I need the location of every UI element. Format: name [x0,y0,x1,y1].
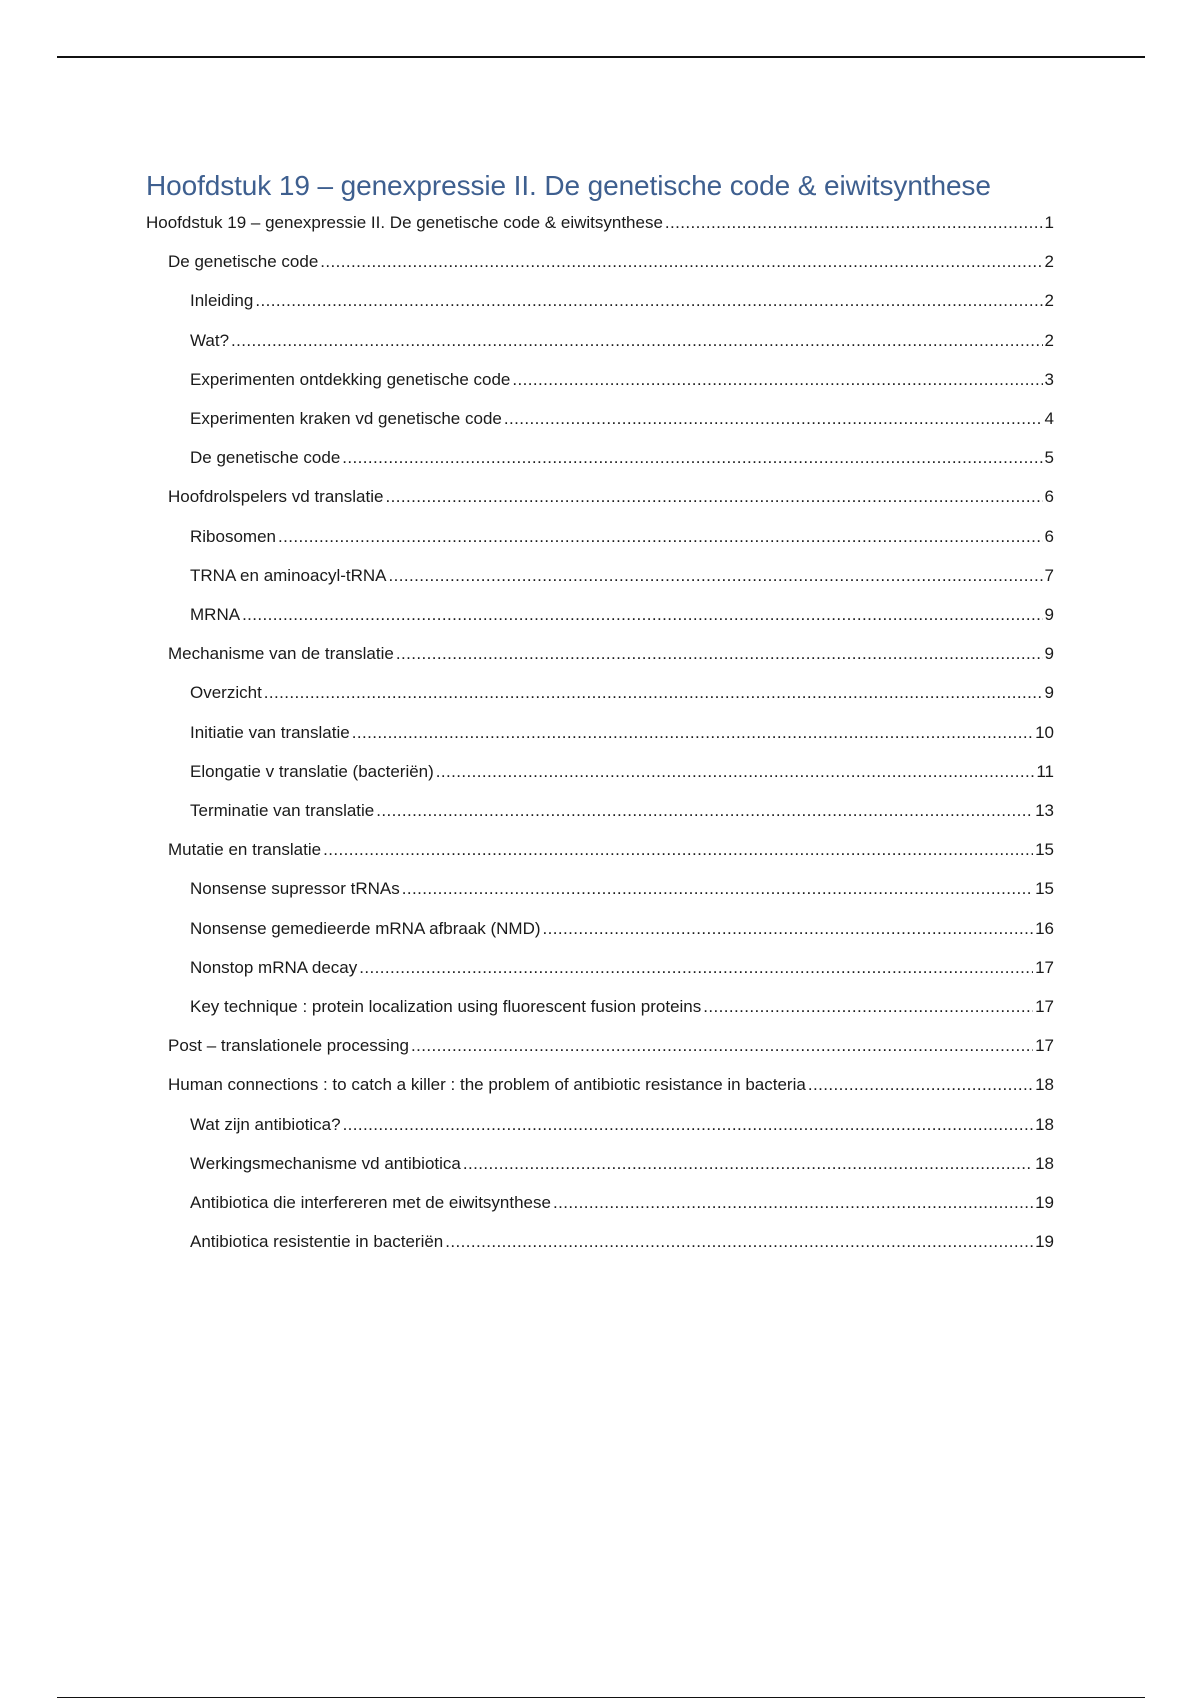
toc-dot-leader [665,210,1043,236]
toc-dot-leader [543,916,1034,942]
toc-entry-label: Inleiding [190,291,254,311]
toc-entry[interactable] [190,1190,1054,1216]
toc-dot-leader [352,720,1033,746]
toc-page-number: 17 [1035,1036,1054,1056]
toc-dot-leader [255,288,1042,314]
toc-page-number: 10 [1035,722,1054,742]
toc-entry-label: Experimenten ontdekking genetische code [190,369,511,389]
toc-entry-label: Elongatie v translatie (bacteriën) [190,761,434,781]
toc-entry[interactable] [168,1033,1054,1059]
toc-entry[interactable] [190,955,1054,981]
toc-dot-leader [436,759,1035,785]
toc-entry-label: Hoofdstuk 19 – genexpressie II. De genetische code & eiwitsynthese [146,213,663,232]
toc-dot-leader [703,994,1033,1020]
toc-entry[interactable] [168,837,1054,863]
toc-dot-leader [264,680,1043,706]
toc-entry[interactable] [190,916,1054,942]
toc-entry-label: Human connections : to catch a killer : the problem of antibiotic resistance in bacteria [168,1075,806,1095]
toc-entry-label: Experimenten kraken vd genetische code [190,409,502,428]
toc-dot-leader [411,1033,1033,1059]
toc-entry-label: Hoofdrolspelers vd translatie [168,487,384,507]
toc-page-number: 19 [1035,1193,1054,1212]
toc-dot-leader [231,328,1042,354]
toc-entry-label: Antibiotica die interfereren met de eiwitsynthese [190,1193,551,1212]
toc-page-number: 6 [1044,526,1054,546]
toc-entry[interactable] [146,210,1054,236]
toc-entry[interactable] [190,563,1054,589]
toc-entry[interactable] [190,1151,1054,1177]
toc-entry[interactable] [190,1112,1054,1138]
toc-dot-leader [242,602,1042,628]
toc-page-number: 15 [1035,879,1054,899]
toc-dot-leader [376,798,1033,824]
toc-page-number: 9 [1044,644,1054,664]
toc-dot-leader [359,955,1033,981]
toc-entry[interactable] [190,328,1054,354]
toc-entry-label: Wat? [190,330,230,350]
toc-page-number: 2 [1044,252,1054,272]
toc-page-number: 6 [1044,487,1054,507]
toc-entry[interactable] [168,484,1054,510]
toc-dot-leader [385,484,1042,510]
toc-page-number: 18 [1035,1075,1054,1095]
toc-dot-leader [342,445,1042,471]
toc-page-number: 18 [1035,1114,1054,1134]
toc-page-number: 2 [1044,330,1054,350]
toc-page-number: 4 [1044,409,1054,428]
footer-rule [57,1697,1145,1698]
toc-page-number: 17 [1035,997,1054,1016]
toc-entry[interactable] [190,406,1054,432]
toc-dot-leader [445,1229,1033,1255]
toc-entry-label: Nonsense supressor tRNAs [190,879,400,899]
toc-entry-label: Key technique : protein localization using fluorescent fusion proteins [190,997,702,1016]
toc-entry[interactable] [190,524,1054,550]
toc-page-number: 15 [1035,840,1054,860]
toc-entry[interactable] [168,249,1054,275]
toc-dot-leader [402,876,1033,902]
toc-dot-leader [320,249,1042,275]
toc-dot-leader [343,1112,1034,1138]
toc-dot-leader [389,563,1043,589]
toc-entry[interactable] [190,720,1054,746]
toc-dot-leader [278,524,1043,550]
toc-entry-label: De genetische code [190,448,341,468]
toc-entry-label: Mechanisme van de translatie [168,644,394,664]
toc-page-number: 1 [1044,213,1054,232]
toc-entry-label: Overzicht [190,683,262,703]
toc-entry-label: Wat zijn antibiotica? [190,1114,341,1134]
toc-dot-leader [396,641,1043,667]
toc-page-number: 5 [1044,448,1054,468]
toc-entry-label: TRNA en aminoacyl-tRNA [190,565,387,585]
toc-entry[interactable] [190,994,1054,1020]
toc-entry-label: Nonsense gemedieerde mRNA afbraak (NMD) [190,918,541,938]
toc-dot-leader [808,1072,1033,1098]
toc-page-number: 18 [1035,1153,1054,1173]
toc-entry[interactable] [190,288,1054,314]
toc-page-number: 2 [1044,291,1054,311]
toc-entry-label: Terminatie van translatie [190,801,375,820]
toc-page-number: 9 [1044,683,1054,703]
toc-page-number: 7 [1044,565,1054,585]
toc-dot-leader [463,1151,1033,1177]
toc-entry-label: Initiatie van translatie [190,722,350,742]
toc-entry[interactable] [190,1229,1054,1255]
header-rule [57,56,1145,58]
toc-entry[interactable] [168,1072,1054,1098]
toc-page-number: 11 [1036,761,1054,781]
toc-page-number: 16 [1035,918,1054,938]
toc-entry[interactable] [190,680,1054,706]
toc-entry-label: Post – translationele processing [168,1036,409,1056]
toc-page-number: 17 [1035,957,1054,977]
toc-page-number: 3 [1044,369,1054,389]
toc-dot-leader [512,367,1042,393]
toc-entry[interactable] [190,367,1054,393]
toc-entry-label: Antibiotica resistentie in bacteriën [190,1232,444,1252]
toc-page-number: 13 [1035,801,1054,820]
toc-page-number: 9 [1044,605,1054,624]
toc-entry[interactable] [190,445,1054,471]
toc-dot-leader [504,406,1043,432]
toc-page-number: 19 [1035,1232,1054,1252]
toc-entry[interactable] [190,759,1054,785]
toc-entry-label: Mutatie en translatie [168,840,322,860]
toc-entry-label: Nonstop mRNA decay [190,957,358,977]
toc-entry-label: Werkingsmechanisme vd antibiotica [190,1153,461,1173]
toc-entry[interactable] [190,798,1054,824]
toc-entry-label: MRNA [190,605,241,624]
document-title: Hoofdstuk 19 – genexpressie II. De genetische code & eiwitsynthese [146,170,991,201]
toc-entry[interactable] [190,876,1054,902]
toc-dot-leader [323,837,1033,863]
toc-entry-label: Ribosomen [190,526,276,546]
toc-dot-leader [553,1190,1033,1216]
toc-entry-label: De genetische code [168,252,319,272]
toc-entry[interactable] [168,641,1054,667]
toc-entry[interactable] [190,602,1054,628]
